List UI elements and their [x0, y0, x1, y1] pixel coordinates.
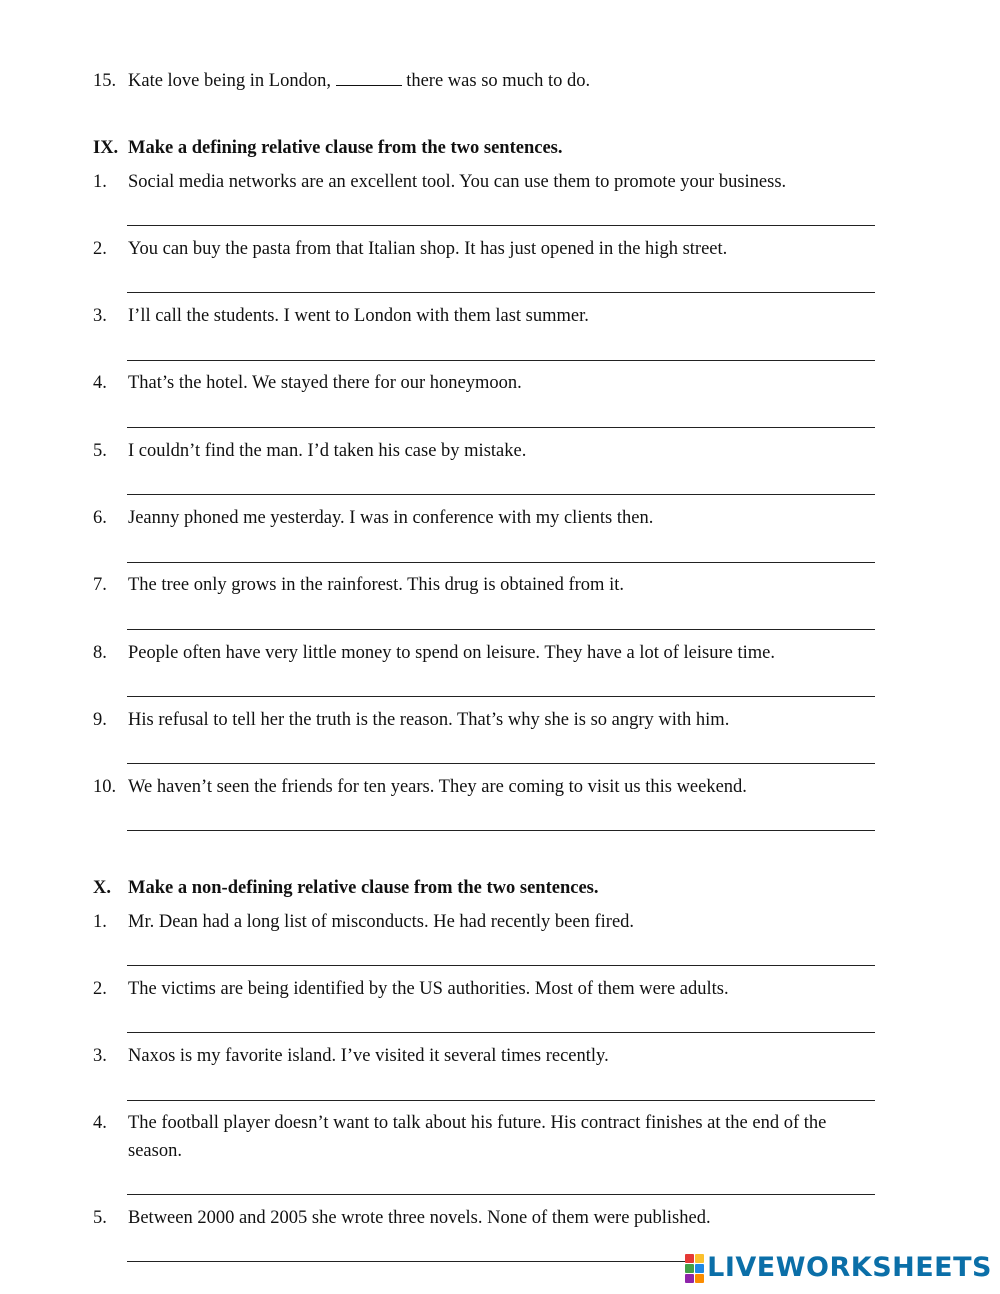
answer-line[interactable] — [127, 562, 875, 563]
section-instruction: Make a defining relative clause from the two sentences. — [128, 138, 563, 158]
item-text: His refusal to tell her the truth is the reason. That’s why she is so angry with him. — [128, 710, 730, 730]
item-text: Mr. Dean had a long list of misconducts. He had recently been fired. — [128, 912, 635, 932]
answer-line[interactable] — [127, 494, 875, 495]
item-number: 6. — [93, 508, 107, 528]
item-number: 3. — [93, 306, 107, 326]
item-number: 1. — [93, 172, 107, 192]
logo-block — [695, 1254, 704, 1263]
question-text — [128, 68, 590, 95]
item-number: 7. — [93, 575, 107, 595]
item-number: 9. — [93, 710, 107, 730]
answer-line[interactable] — [127, 427, 875, 428]
question-number: 15. — [93, 71, 117, 91]
text-before-blank: Kate love being in London, — [128, 71, 331, 91]
answer-line[interactable] — [127, 1194, 875, 1195]
item-text: Between 2000 and 2005 she wrote three novels. None of them were published. — [128, 1208, 711, 1228]
logo-blocks-icon — [685, 1254, 704, 1283]
item-text: People often have very little money to spend on leisure. They have a lot of leisure time. — [128, 643, 775, 663]
item-number: 4. — [93, 373, 107, 393]
liveworksheets-logo — [685, 1250, 992, 1286]
section-instruction: Make a non-defining relative clause from the two sentences. — [128, 878, 599, 898]
answer-line[interactable] — [127, 1100, 875, 1101]
answer-line[interactable] — [127, 629, 875, 630]
item-text: You can buy the pasta from that Italian shop. It has just opened in the high street. — [128, 239, 728, 259]
answer-line[interactable] — [127, 763, 875, 764]
answer-line[interactable] — [127, 225, 875, 226]
section-label: X. — [93, 878, 111, 898]
item-text: Social media networks are an excellent tool. You can use them to promote your business. — [128, 172, 787, 192]
item-text: We haven’t seen the friends for ten years. They are coming to visit us this weekend. — [128, 777, 747, 797]
text-after-blank: there was so much to do. — [406, 71, 591, 91]
fill-in-blank[interactable] — [336, 68, 402, 86]
logo-block — [685, 1274, 694, 1283]
logo-block — [685, 1254, 694, 1263]
answer-line[interactable] — [127, 830, 875, 831]
item-text: That’s the hotel. We stayed there for our honeymoon. — [128, 373, 522, 393]
item-text: The tree only grows in the rainforest. This drug is obtained from it. — [128, 575, 624, 595]
item-number: 2. — [93, 239, 107, 259]
item-text: I couldn’t find the man. I’d taken his case by mistake. — [128, 441, 527, 461]
logo-block — [695, 1264, 704, 1273]
answer-line[interactable] — [127, 360, 875, 361]
item-text: Jeanny phoned me yesterday. I was in conference with my clients then. — [128, 508, 654, 528]
item-number: 3. — [93, 1046, 107, 1066]
answer-line[interactable] — [127, 1261, 687, 1262]
logo-wordmark: LIVEWORKSHEETS — [707, 1252, 992, 1283]
answer-line[interactable] — [127, 292, 875, 293]
item-number: 2. — [93, 979, 107, 999]
logo-block — [685, 1264, 694, 1273]
answer-line[interactable] — [127, 965, 875, 966]
item-number: 5. — [93, 441, 107, 461]
answer-line[interactable] — [127, 1032, 875, 1033]
item-text: The victims are being identified by the US authorities. Most of them were adults. — [128, 979, 729, 999]
item-text: Naxos is my favorite island. I’ve visited it several times recently. — [128, 1046, 609, 1066]
item-number: 4. — [93, 1113, 107, 1133]
item-number: 10. — [93, 777, 117, 797]
item-text: I’ll call the students. I went to London with them last summer. — [128, 306, 589, 326]
item-number: 8. — [93, 643, 107, 663]
item-number: 1. — [93, 912, 107, 932]
logo-block — [695, 1274, 704, 1283]
item-text-continued: season. — [128, 1141, 182, 1161]
item-number: 5. — [93, 1208, 107, 1228]
section-label: IX. — [93, 138, 119, 158]
item-text: The football player doesn’t want to talk about his future. His contract finishes at the end of the — [128, 1113, 827, 1133]
answer-line[interactable] — [127, 696, 875, 697]
